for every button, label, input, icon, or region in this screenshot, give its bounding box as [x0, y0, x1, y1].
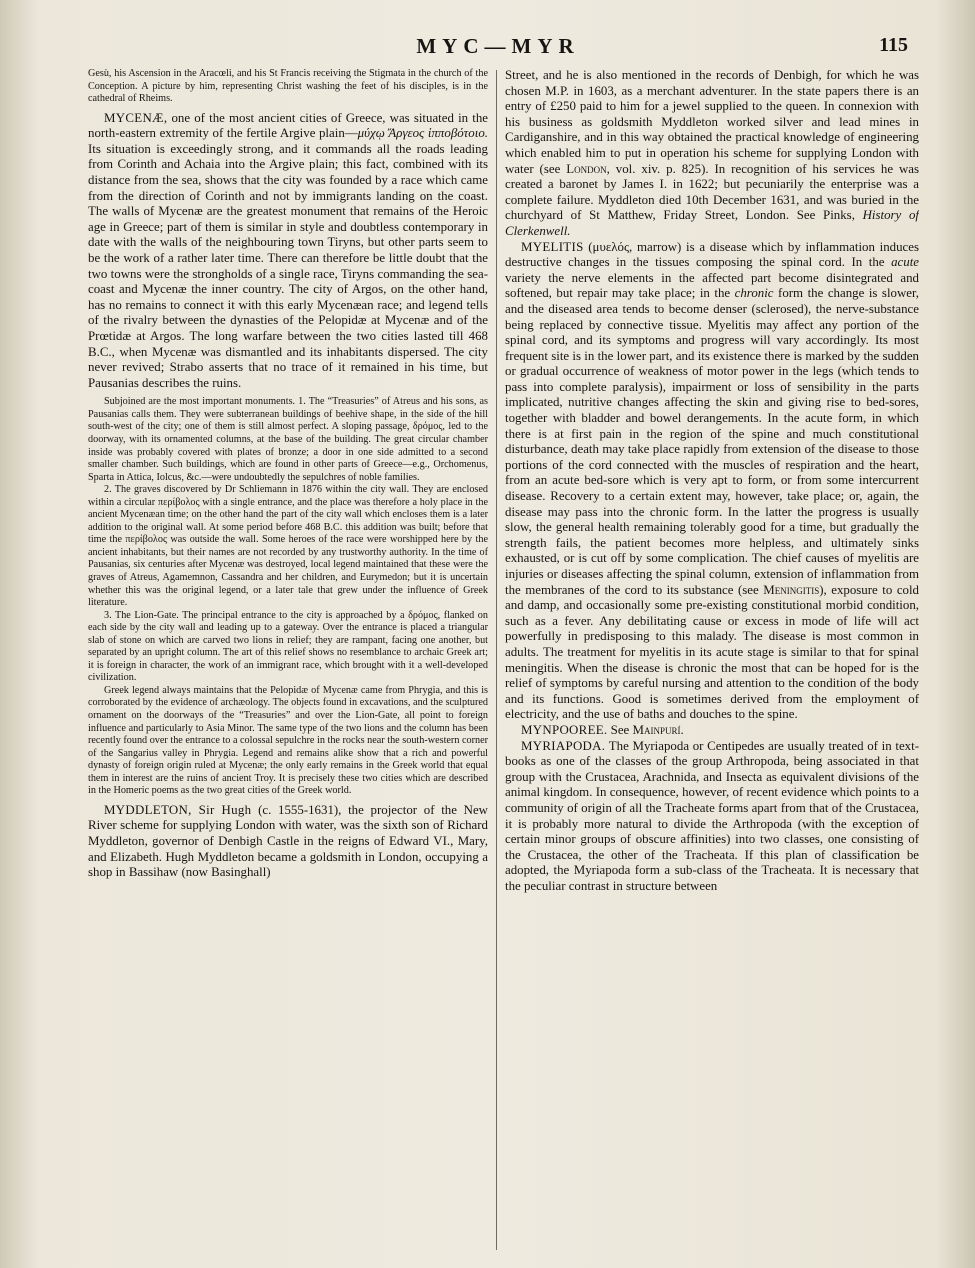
monuments-paragraph-3: 3. The Lion-Gate. The principal entrance to the city is approached by a δρόμος, flanked on each side by the city wall and leading up to a gateway. Over the entrance is placed a triangular slab of stone on which are carved two lions in relief; they are rampant, facing one another, but separated by an upright column. The art of this relief shows no resemblance to archaic Greek art; it is foreign in character, the work of an immigrant race, which brought with it a well-developed civilization. [88, 609, 488, 684]
monuments-paragraph-2: 2. The graves discovered by Dr Schliemann in 1876 within the city wall. They are enclosed within a circular περίβολος with a single entrance, and the place was therefore a holy place in the ancient Mycenæan time; on the other hand the part of the city wall which encloses them is a later addition to the original wall. At some period before 468 B.C. this addition was built; before that time the περίβολος was outside the wall. Some heroes of the race were worshipped here by the ancient inhabitants, but their names are not recorded by any trustworthy authority. In the time of Pausanias, six centuries after Mycenæ was destroyed, local legend maintained that these were the graves of Atreus, Agamemnon, Cassandra and her children, and Eurymedon; but it is uncertain whether this was the original legend, or a later tale that grew under the influence of Greek literature. [88, 484, 488, 609]
right-column [505, 68, 919, 1258]
continued-paragraph: Gesù, his Ascension in the Aracœli, and his St Francis receiving the Stigmata in the church of the Conception. A picture by him, representing Christ washing the feet of his disciples, is in the cathedral of Rheims. [88, 68, 488, 105]
page-number: 115 [879, 34, 908, 56]
running-title: MYC—MYR [416, 34, 580, 58]
cross-reference-meningitis: Meningitis [763, 582, 820, 597]
monuments-paragraph-4: Greek legend always maintains that the Pelopidæ of Mycenæ came from Phrygia, and this is corroborated by the evidence of archæology. The objects found in excavations, and the sculptured ornament on the doorways of the “Treasuries” and over the Lion-Gate, all point to foreign influence and particularly to Asia Minor. The same type of the two lions and the column has been recently found over the entrance to a colossal sepulchre in the rocks near the south-western corner of the Sangarius valley in Phrygia. Legend and remains alike show that a rich and powerful dynasty of foreign origin ruled at Mycenæ; the only early remains in the Greek world that equal them in interest are the ruins of ancient Troy. It is precisely these two cities which are described in the Homeric poems as the two great cities of the Greek world. [88, 684, 488, 797]
mycenae-article: MYCENÆ, one of the most ancient cities of Greece, was situated in the north-eastern extremity of the fertile Argive plain—μύχῳ Ἄργεος ἱπποβότοιο. Its situation is exceedingly strong, and it commands all the roads leading from Corinth and Achaia into the Argive plain; this fact, combined with its distance from the sea, shows that the city was founded by a race which came from the direction of Corinth and not by immigrants landing on the coast. The walls of Mycenæ are the greatest monument that remains of the Heroic age in Greece; part of them is similar in style and doubtless contemporary in date with the walls of the neighbouring town Tiryns, but other parts seem to be the work of a rather later time. There can therefore be little doubt that the two towns were the strongholds of a single race, Tiryns commanding the sea-coast and Mycenæ the inner country. The city of Argos, on the other hand, has no remains to connect it with this early Mycenæan race; and legend tells of the rivalry between the dynasties of the Pelopidæ at Mycenæ and of the Prœtidæ at Argos. The long warfare between the two cities lasted till 468 B.C., when Mycenæ was dismantled and its inhabitants dispersed. The city never revived; Strabo asserts that no trace of it remained in his time, but Pausanias describes the ruins. [88, 110, 488, 390]
headword-myelitis: MYELITIS [521, 239, 584, 254]
headword-myriapoda: MYRIAPODA. [521, 738, 606, 753]
myddleton-article: MYDDLETON, Sir Hugh (c. 1555-1631), the projector of the New River scheme for supplying London with water, was the sixth son of Richard Myddleton, governor of Denbigh Castle in the reigns of Edward VI., Mary, and Elizabeth. Hugh Myddleton became a goldsmith in London, occupying a shop in Bassihaw (now Basinghall) [88, 802, 488, 880]
greek-quote: μύχῳ Ἄργεος ἱπποβότοιο. [357, 126, 488, 141]
myriapoda-article: MYRIAPODA. The Myriapoda or Centipedes are usually treated of in text-books as one of the classes of the group Arthropoda, being associated in that group with the Crustacea, Arachnida, and Insecta as equivalent divisions of the animal kingdom. In consequence, however, of recent evidence which points to a community of origin of all the Tracheate forms apart from that of the Crustacea, it is probably more natural to divide the Arthropoda (with the exception of certain minor groups of obscure affinities) into two classes, one consisting of the Crustacea, the other of the Tracheata. If this plan of classification be adopted, the Myriapoda form a sub-class of the Tracheata. It is necessary that the peculiar contrast in structure between [505, 738, 919, 893]
column-divider [496, 70, 497, 1250]
myddleton-continued: Street, and he is also mentioned in the records of Denbigh, for which he was chosen M.P. in 1603, as a merchant adventurer. In the state papers there is an entry of £250 paid to him for a jewel supplied to the queen. In connexion with his business as goldsmith Myddleton worked silver and lead mines in Cardiganshire, and in this way obtained the practical knowledge of engineering which enabled him to put in operation his scheme for supplying London with water (see London, vol. xiv. p. 825). In recognition of his services he was created a baronet by James I. in 1622; but pecuniarily the enterprise was a complete failure. Myddleton died 10th December 1631, and was buried in the churchyard of St Matthew, Friday Street, London. See Pinks, History of Clerkenwell. [505, 68, 919, 238]
headword-mycenae: MYCENÆ, [104, 110, 168, 125]
cross-reference-london: London [566, 161, 607, 176]
myelitis-article: MYELITIS (μυελός, marrow) is a disease which by inflammation induces destructive changes in the tissues composing the spinal cord. In the acute variety the nerve elements in the affected part become disintegrated and softened, but repair may take place; in the chronic form the change is slower, and the diseased area tends to become denser (sclerosed), the nerve-substance being replaced by connective tissue. Myelitis may affect any portion of the spinal cord, and its symptoms and progress will vary accordingly. Its most frequent site is in the lower part, and its existence there is marked by the sudden or gradual occurrence of weakness of motor power in the legs (which tends to pass into complete paralysis), impairment or loss of sensibility in the parts implicated, nutritive changes affecting the skin and giving rise to bed-sores, together with bladder and bowel derangements. In the acute form, in which there is at first pain in the region of the spine and much constitutional disturbance, death may take place rapidly from extension of the disease to those portions of the cord connected with the muscles of respiration and the heart, from an acute bed-sore which is very apt to form, or from some intercurrent disease. Recovery to a certain extent may, however, take place; or, again, the disease may pass into the chronic form. In the latter the progress is usually slow, the general health remaining tolerably good for a time, but gradually the strength fails, the patient becomes more helpless, and ultimately sinks exhausted, or is cut off by some complication. The chief causes of myelitis are injuries or diseases affecting the spinal column, extension of inflammation from the membranes of the cord to its substance (see Meningitis), exposure to cold and damp, and occasionally some pre-existing constitutional morbid condition, such as a fever. Any debilitating cause or excess in mode of life will act powerfully in predisposing to this malady. The disease is most common in adults. The treatment for myelitis in its acute stage is similar to that for spinal meningitis. When the disease is chronic the most that can be hoped for is the relief of symptoms by careful nursing and attention to the condition of the body and its functions. Good is sometimes derived from the employment of electricity, and the use of baths and douches to the spine. [505, 239, 919, 722]
mynpooree-article: MYNPOOREE. See Mainpurí. [521, 722, 684, 737]
headword-mynpooree: MYNPOOREE. [521, 722, 608, 737]
cross-reference-mainpuri: Mainpurí. [632, 722, 684, 737]
book-title: History of Clerkenwell. [505, 208, 919, 238]
running-header [88, 34, 908, 60]
left-column [88, 68, 488, 1258]
headword-myddleton: MYDDLETON, Sir Hugh [104, 802, 252, 817]
monuments-paragraph-1: Subjoined are the most important monuments. 1. The “Treasuries” of Atreus and his sons, as Pausanias calls them. They were subterranean buildings of beehive shape, in the side of the hill south-west of the city; one of them is still almost perfect. A sloping passage, δρόμος, led to the doorway, with its ornamented columns, at the base of the building. The great circular chamber inside was probably covered with plates of bronze; a door in one side admitted to a second smaller chamber. Such buildings, which are found in other parts of Greece—e.g., Orchomenus, Sparta in Attica, Iolcus, &c.—were undoubtedly the sepulchres of noble families. [88, 396, 488, 483]
